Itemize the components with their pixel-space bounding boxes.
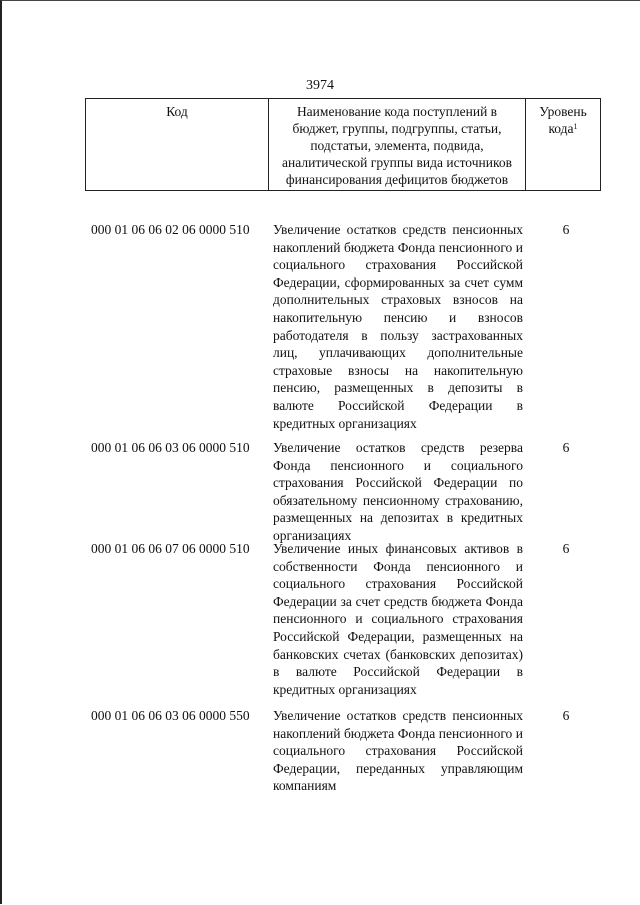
page-number: 3974 (306, 78, 334, 93)
row-code: 000 01 06 06 07 06 0000 510 (91, 541, 250, 556)
row-level: 6 (562, 708, 570, 723)
row-code: 000 01 06 06 02 06 0000 510 (91, 222, 250, 237)
header-level-label: Уровень кода (539, 104, 587, 136)
header-level (526, 99, 601, 191)
row-name: Увеличение остатков средств пенсионных накоплений бюджета Фонда пенсионного и социального страхования Российской Федерации, сформированных за счет сумм дополнительных страховых взносов на накопительную пенсию и взносов работодателя в пользу застрахованных лиц, уплачивающих дополнительные страховые взносы на накопительную пенсию, размещенных в депозиты в валюте Российской Федерации в кредитных организациях (273, 222, 523, 431)
row-level: 6 (562, 222, 570, 237)
header-row (86, 99, 601, 191)
table-header (85, 98, 601, 191)
row-level: 6 (562, 440, 570, 455)
row-code: 000 01 06 06 03 06 0000 510 (91, 440, 250, 455)
header-name: Наименование кода поступлений в бюджет, группы, подгруппы, статьи, подстатьи, элемента, подвида, аналитической группы вида источников финансирования дефицитов бюджетов (269, 99, 526, 191)
row-level: 6 (562, 541, 570, 556)
header-code: Код (86, 99, 269, 191)
row-code: 000 01 06 06 03 06 0000 550 (91, 708, 250, 723)
row-name: Увеличение остатков средств пенсионных накоплений бюджета Фонда пенсионного и социального страхования Российской Федерации, переданных управляющим компаниям (273, 708, 523, 794)
row-name: Увеличение остатков средств резерва Фонда пенсионного и социального страхования Российской Федерации по обязательному пенсионному страхованию, размещенных на депозитах в кредитных организациях (273, 440, 523, 543)
row-name: Увеличение иных финансовых активов в собственности Фонда пенсионного и социального страхования Российской Федерации за счет средств бюджета Фонда пенсионного и социального страхования Российской Федерации, размещенных на банковских счетах (банковских депозитах) в валюте Российской Федерации в кредитных организациях (273, 541, 523, 697)
header-level-footnote: 1 (573, 122, 578, 131)
